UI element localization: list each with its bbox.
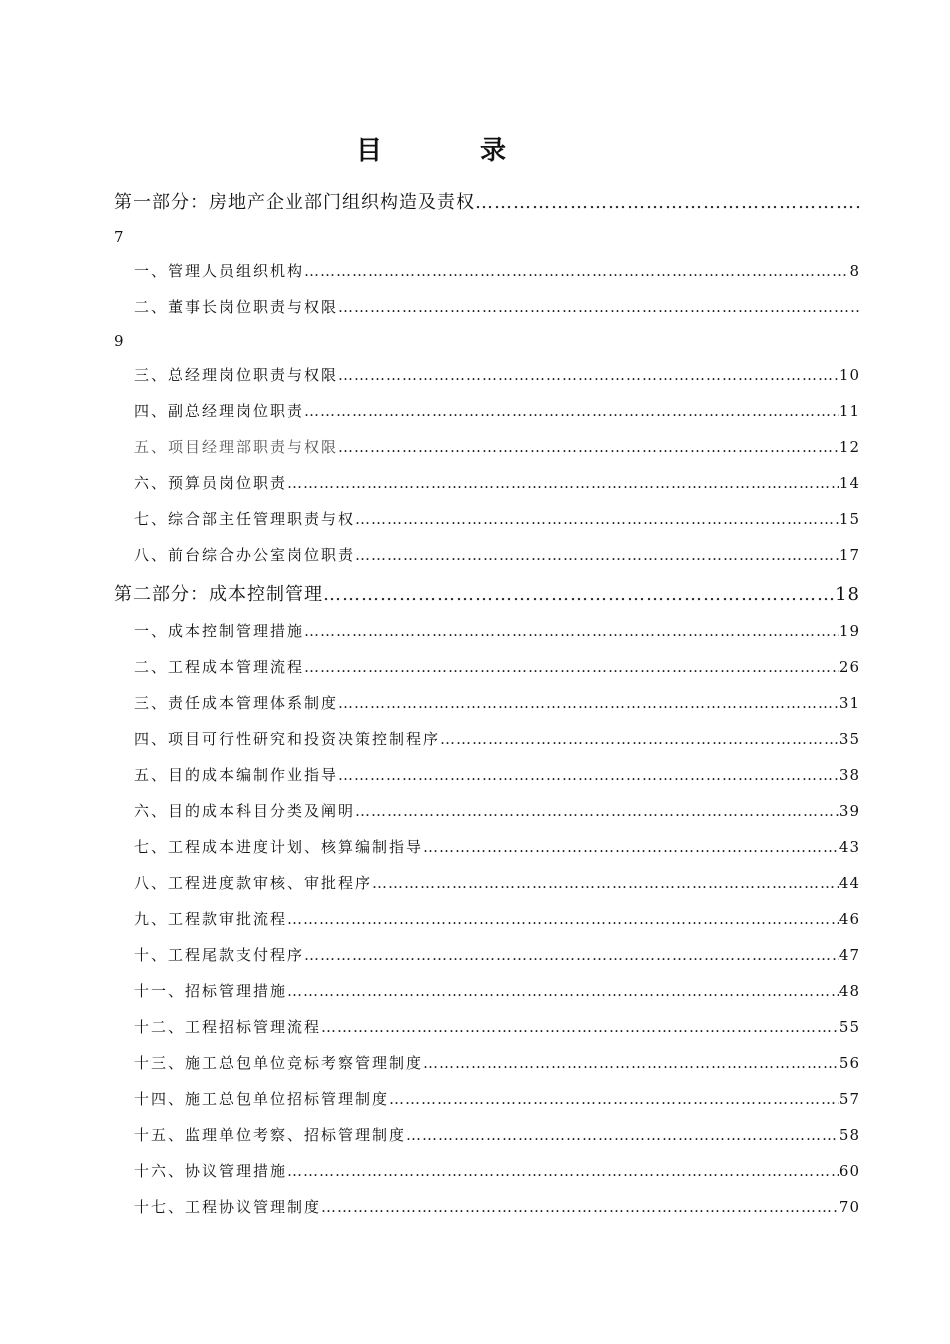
toc-page-number: 43	[838, 838, 860, 856]
toc-entry[interactable]	[114, 357, 860, 393]
toc-page-number: 47	[838, 946, 860, 964]
toc-entry-label: 八、工程进度款审核、审批程序	[134, 874, 373, 892]
toc-entry-label: 十、工程尾款支付程序	[134, 946, 305, 964]
toc-page-number: 8	[849, 262, 860, 280]
toc-leader-dots	[287, 1153, 839, 1189]
toc-page-number: 57	[838, 1090, 860, 1108]
toc-leader-dots	[304, 613, 839, 649]
toc-entry[interactable]	[114, 289, 860, 325]
toc-entry[interactable]	[114, 865, 860, 901]
toc-leader-dots	[355, 793, 839, 829]
toc-entry[interactable]	[114, 501, 860, 537]
toc-entry[interactable]	[114, 757, 860, 793]
toc-leader-dots	[423, 1045, 839, 1081]
toc-page-number: 19	[838, 622, 860, 640]
toc-entry[interactable]	[114, 649, 860, 685]
toc-entry[interactable]	[114, 537, 860, 573]
toc-page-number: 46	[838, 910, 860, 928]
toc-page-number: 15	[838, 510, 860, 528]
toc-page-number: 70	[838, 1198, 860, 1216]
toc-leader-dots	[389, 1081, 839, 1117]
toc-leader-dots	[287, 465, 839, 501]
toc-page-number: 11	[838, 402, 860, 420]
toc-leader-dots	[287, 901, 839, 937]
toc-page-number: 58	[838, 1126, 860, 1144]
toc-entry-label: 十五、监理单位考察、招标管理制度	[134, 1126, 407, 1144]
toc-entry-label: 九、工程款审批流程	[134, 910, 288, 928]
toc-entry[interactable]	[114, 253, 860, 289]
toc-leader-dots	[304, 937, 839, 973]
toc-entry[interactable]	[114, 393, 860, 429]
toc-entry-label: 五、目的成本编制作业指导	[134, 766, 339, 784]
toc-entry-label: 六、目的成本科目分类及阐明	[134, 802, 356, 820]
toc-leader-dots	[321, 1009, 839, 1045]
toc-part-entry[interactable]	[114, 577, 860, 613]
toc-entry-label: 四、副总经理岗位职责	[134, 402, 305, 420]
toc-page-number: 55	[838, 1018, 860, 1036]
toc-entry-label: 二、工程成本管理流程	[134, 658, 305, 676]
toc-entry[interactable]	[114, 685, 860, 721]
toc-leader-dots	[323, 577, 835, 613]
toc-entry-label: 十二、工程招标管理流程	[134, 1018, 322, 1036]
toc-entry-label: 第二部分：成本控制管理	[114, 584, 323, 605]
toc-page-number: 38	[838, 766, 860, 784]
toc-leader-dots	[338, 289, 860, 325]
toc-page-number: 7	[114, 228, 124, 246]
toc-page-number: 10	[838, 366, 860, 384]
toc-wrapped-page-number	[114, 325, 860, 357]
toc-page-number: 60	[838, 1162, 860, 1180]
toc-page-number: 56	[838, 1054, 860, 1072]
toc-entry[interactable]	[114, 793, 860, 829]
toc-leader-dots	[355, 501, 839, 537]
toc-entry-label: 七、工程成本进度计划、核算编制指导	[134, 838, 424, 856]
toc-leader-dots	[440, 721, 839, 757]
toc-entry-label: 七、综合部主任管理职责与权	[134, 510, 356, 528]
toc-entry-label: 十四、施工总包单位招标管理制度	[134, 1090, 390, 1108]
toc-entry-label: 三、总经理岗位职责与权限	[134, 366, 339, 384]
toc-entry[interactable]	[114, 721, 860, 757]
toc-entry[interactable]	[114, 901, 860, 937]
toc-leader-dots	[287, 973, 839, 1009]
toc-entry[interactable]	[114, 1117, 860, 1153]
toc-page-number: 35	[838, 730, 860, 748]
toc-page-number: 18	[835, 584, 860, 605]
toc-entry-label: 三、责任成本管理体系制度	[134, 694, 339, 712]
toc-entry[interactable]	[114, 829, 860, 865]
toc-page-number: 17	[838, 546, 860, 564]
toc-entry[interactable]	[114, 1189, 860, 1225]
toc-leader-dots	[338, 757, 839, 793]
toc-entry[interactable]	[114, 937, 860, 973]
toc-page-number: 44	[838, 874, 860, 892]
toc-entry-label: 十七、工程协议管理制度	[134, 1198, 322, 1216]
toc-page-number: 9	[114, 332, 124, 350]
toc-leader-dots	[304, 253, 849, 289]
toc-entry-label: 十三、施工总包单位竞标考察管理制度	[134, 1054, 424, 1072]
toc-entry-label: 六、预算员岗位职责	[134, 474, 288, 492]
toc-leader-dots	[423, 829, 839, 865]
toc-leader-dots	[321, 1189, 839, 1225]
toc-page-number: 26	[838, 658, 860, 676]
toc-leader-dots	[338, 685, 839, 721]
toc-entry-label: 十一、招标管理措施	[134, 982, 288, 1000]
toc-leader-dots	[338, 357, 839, 393]
toc-entry[interactable]	[114, 429, 860, 465]
toc-entry-label: 五、项目经理部职责与权限	[134, 438, 339, 456]
toc-page-number: 31	[838, 694, 860, 712]
toc-leader-dots	[304, 393, 839, 429]
toc-leader-dots	[338, 429, 839, 465]
toc-wrapped-page-number	[114, 221, 860, 253]
toc-entry[interactable]	[114, 613, 860, 649]
toc-entry-label: 一、管理人员组织机构	[134, 262, 305, 280]
toc-entry-label: 十六、协议管理措施	[134, 1162, 288, 1180]
toc-entry[interactable]	[114, 973, 860, 1009]
toc-page-number: 14	[838, 474, 860, 492]
toc-leader-dots	[372, 865, 839, 901]
toc-page-number: 39	[838, 802, 860, 820]
toc-page-number: 48	[838, 982, 860, 1000]
toc-leader-dots	[475, 185, 860, 221]
toc-part-entry[interactable]	[114, 185, 860, 221]
toc-entry[interactable]	[114, 1081, 860, 1117]
toc-leader-dots	[304, 649, 839, 685]
toc-entry-label: 八、前台综合办公室岗位职责	[134, 546, 356, 564]
toc-entry-label: 第一部分：房地产企业部门组织构造及责权	[114, 192, 475, 213]
toc-entry-label: 四、项目可行性研究和投资决策控制程序	[134, 730, 441, 748]
toc-list	[114, 185, 860, 1225]
toc-entry-label: 一、成本控制管理措施	[134, 622, 305, 640]
toc-title: 目 录	[355, 136, 542, 166]
toc-entry[interactable]	[114, 465, 860, 501]
toc-entry[interactable]	[114, 1153, 860, 1189]
toc-entry[interactable]	[114, 1045, 860, 1081]
toc-leader-dots	[355, 537, 839, 573]
toc-leader-dots	[406, 1117, 839, 1153]
toc-page-number: 12	[838, 438, 860, 456]
toc-entry[interactable]	[114, 1009, 860, 1045]
toc-entry-label: 二、董事长岗位职责与权限	[134, 298, 339, 316]
